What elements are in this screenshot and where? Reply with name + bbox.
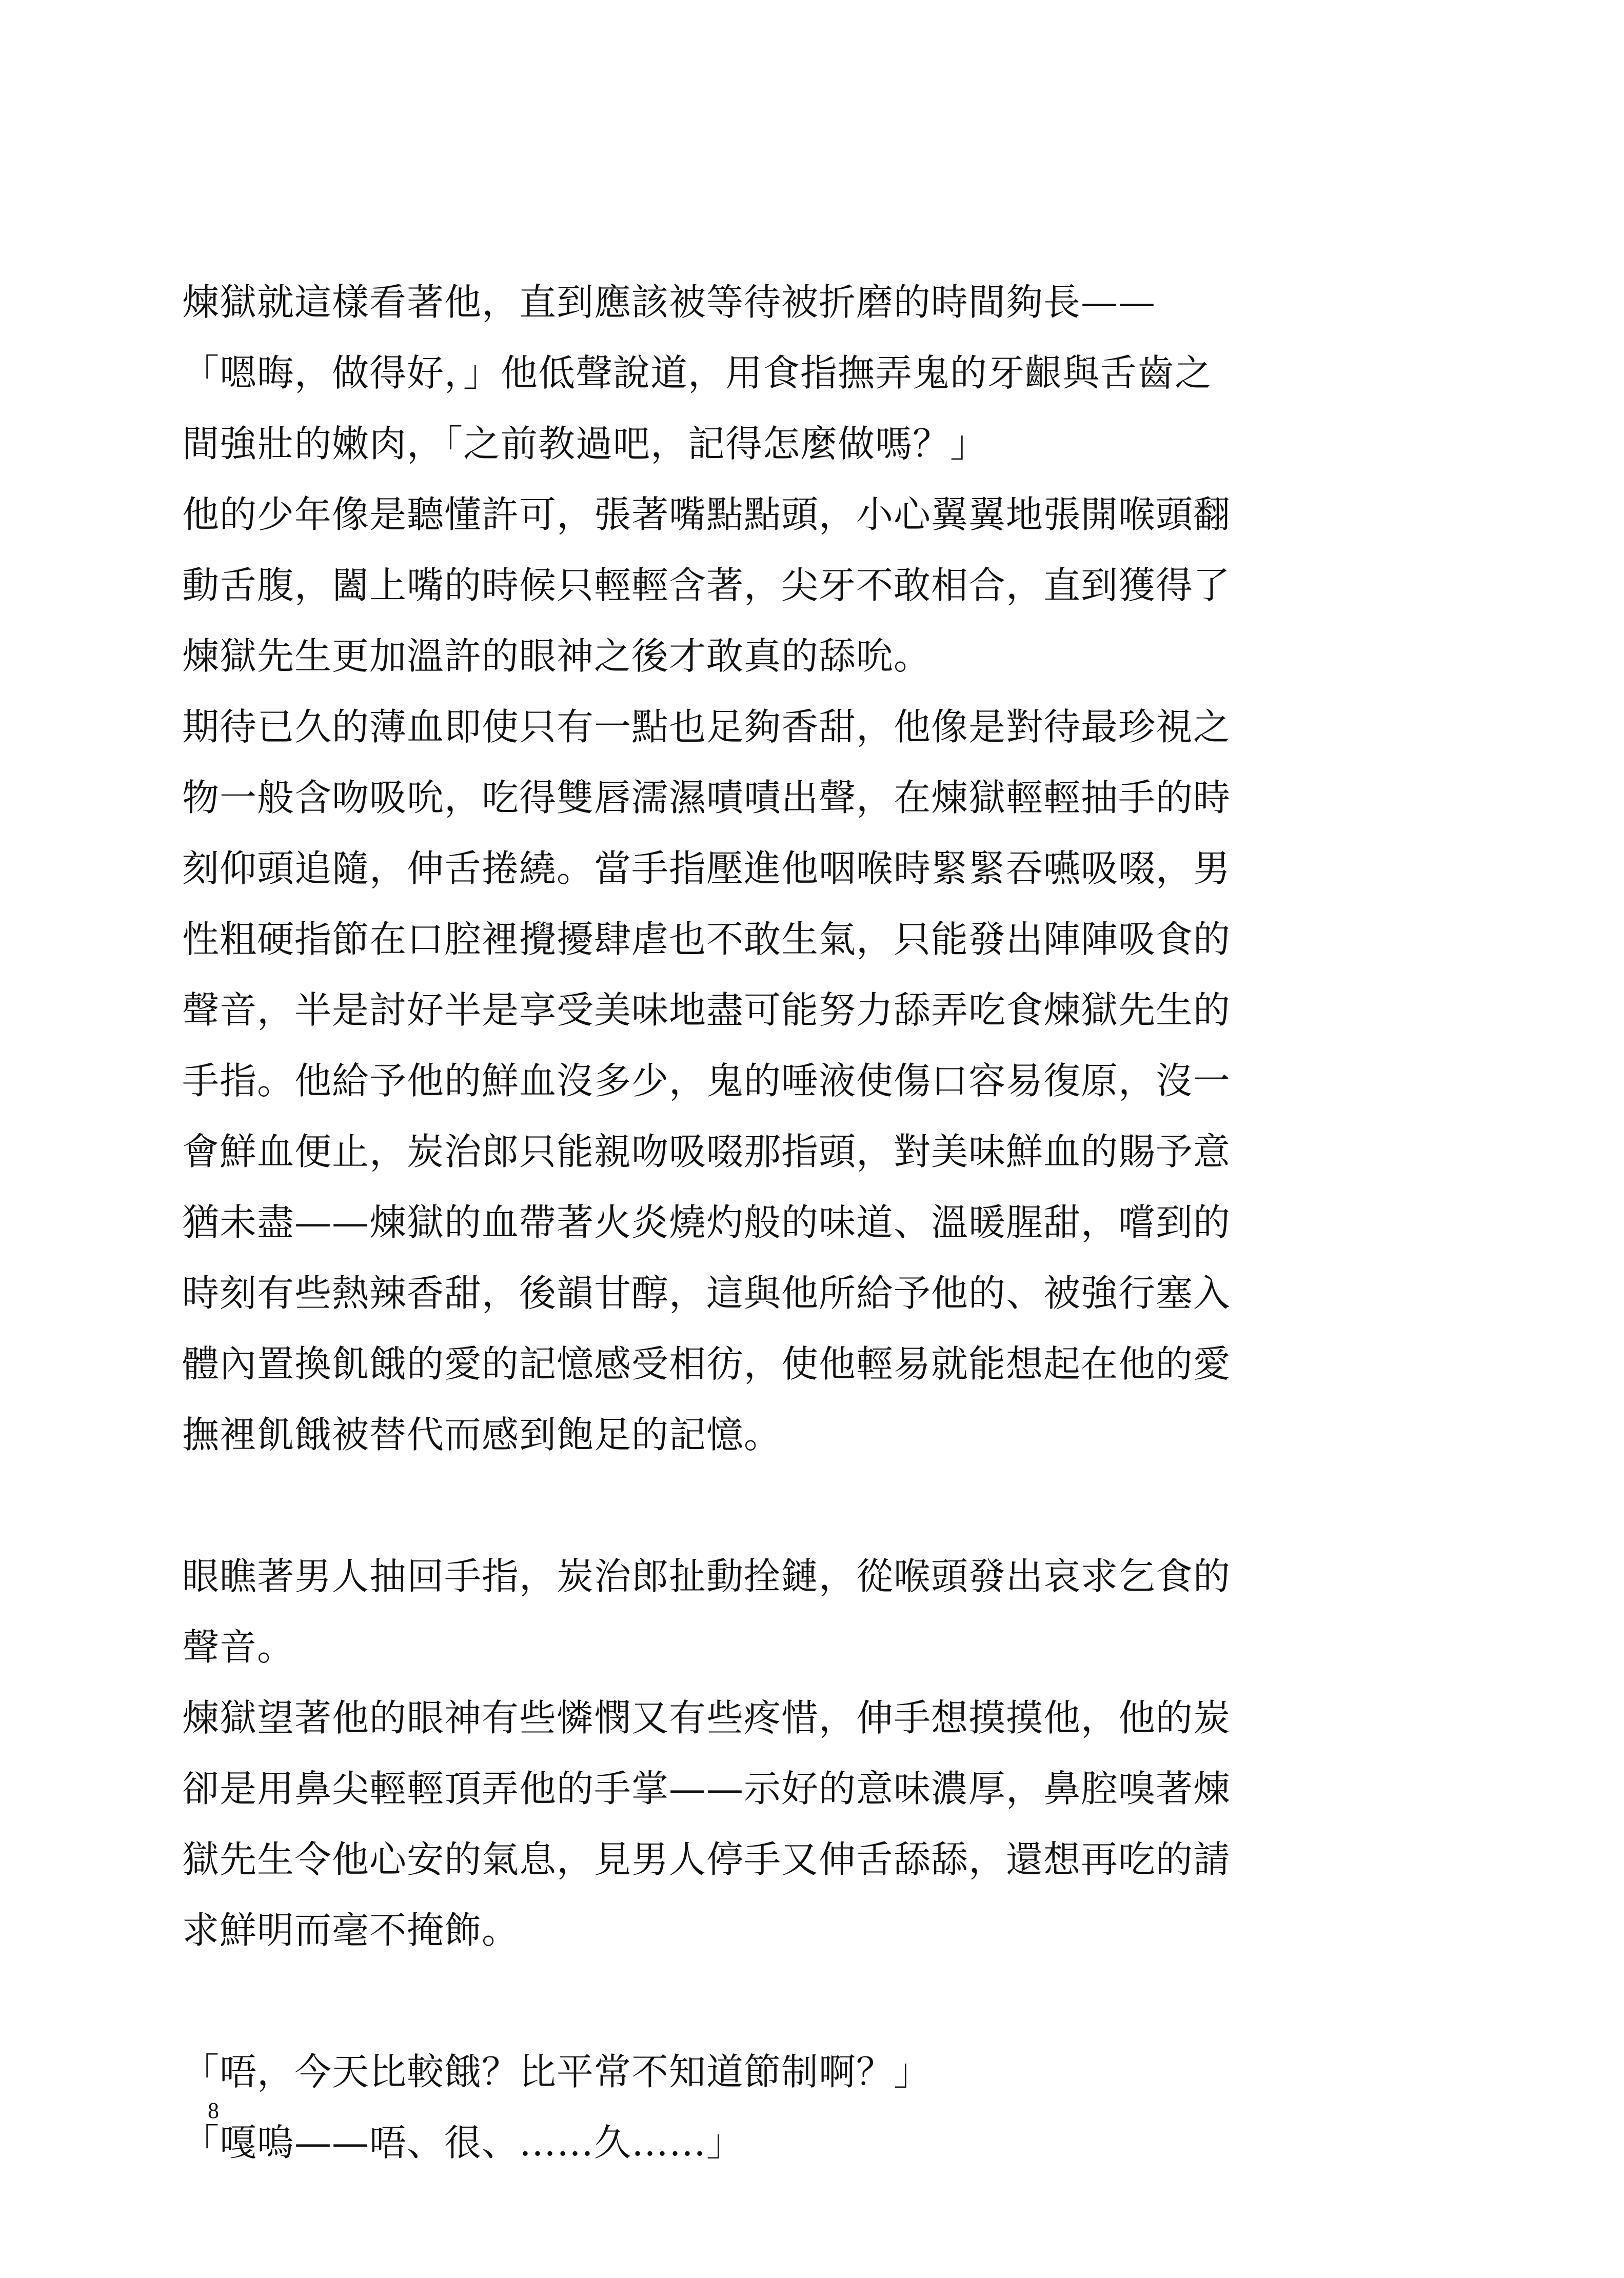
text-line: 「唔，今天比較餓？比平常不知道節制啊？」 <box>182 2050 932 2093</box>
text-line: 會鮮血便止，炭治郎只能親吻吸啜那指頭，對美味鮮血的賜予意 <box>182 1130 1231 1173</box>
text-line: 「嗯晦，做得好，」他低聲說道，用食指撫弄鬼的牙齦與舌齒之 <box>182 351 1213 394</box>
text-line: 性粗硬指節在口腔裡攪擾肆虐也不敢生氣，只能發出陣陣吸食的 <box>182 918 1231 961</box>
text-line: 時刻有些熱辣香甜，後韻甘醇，這與他所給予他的、被強行塞入 <box>182 1272 1231 1315</box>
text-line: 眼瞧著男人抽回手指，炭治郎扯動拴鏈，從喉頭發出哀求乞食的 <box>182 1555 1231 1598</box>
text-line: 「嘎嗚——唔、很、……久……」 <box>182 2121 744 2164</box>
text-line: 求鮮明而毫不掩飾。 <box>182 1909 520 1952</box>
text-line: 卻是用鼻尖輕輕頂弄他的手掌——示好的意味濃厚，鼻腔嗅著煉 <box>182 1767 1231 1810</box>
text-line: 聲音，半是討好半是享受美味地盡可能努力舔弄吃食煉獄先生的 <box>182 988 1231 1032</box>
text-line: 撫裡飢餓被替代而感到飽足的記憶。 <box>182 1413 782 1456</box>
text-line: 期待已久的薄血即使只有一點也足夠香甜，他像是對待最珍視之 <box>182 705 1231 748</box>
page-number: 8 <box>208 2098 219 2123</box>
text-line: 他的少年像是聽懂許可，張著嘴點點頭，小心翼翼地張開喉頭翻 <box>182 493 1231 536</box>
text-line: 刻仰頭追隨，伸舌捲繞。當手指壓進他咽喉時緊緊吞嚥吸啜，男 <box>182 847 1231 890</box>
text-line: 獄先生令他心安的氣息，見男人停手又伸舌舔舔，還想再吃的請 <box>182 1838 1231 1881</box>
text-line: 手指。他給予他的鮮血沒多少，鬼的唾液使傷口容易復原，沒一 <box>182 1059 1231 1102</box>
blank-line <box>182 1966 1346 2036</box>
text-line: 煉獄望著他的眼神有些憐憫又有些疼惜，伸手想摸摸他，他的炭 <box>182 1696 1231 1739</box>
text-line: 體內置換飢餓的愛的記憶感受相彷，使他輕易就能想起在他的愛 <box>182 1342 1231 1385</box>
text-line: 動舌腹，闔上嘴的時候只輕輕含著，尖牙不敢相合，直到獲得了 <box>182 564 1231 607</box>
text-line: 物一般含吻吸吮，吃得雙唇濡濕嘖嘖出聲，在煉獄輕輕抽手的時 <box>182 776 1231 819</box>
text-line: 煉獄就這樣看著他，直到應該被等待被折磨的時間夠長—— <box>182 281 1156 324</box>
text-line: 聲音。 <box>182 1626 295 1669</box>
text-line: 猶未盡——煉獄的血帶著火炎燒灼般的味道、溫暖腥甜，嚐到的 <box>182 1201 1231 1244</box>
blank-line <box>182 1470 1346 1541</box>
text-line: 煉獄先生更加溫許的眼神之後才敢真的舔吮。 <box>182 635 932 678</box>
body-text <box>182 267 1346 2178</box>
text-line: 間強壯的嫩肉，「之前教過吧，記得怎麼做嗎？」 <box>182 422 988 465</box>
